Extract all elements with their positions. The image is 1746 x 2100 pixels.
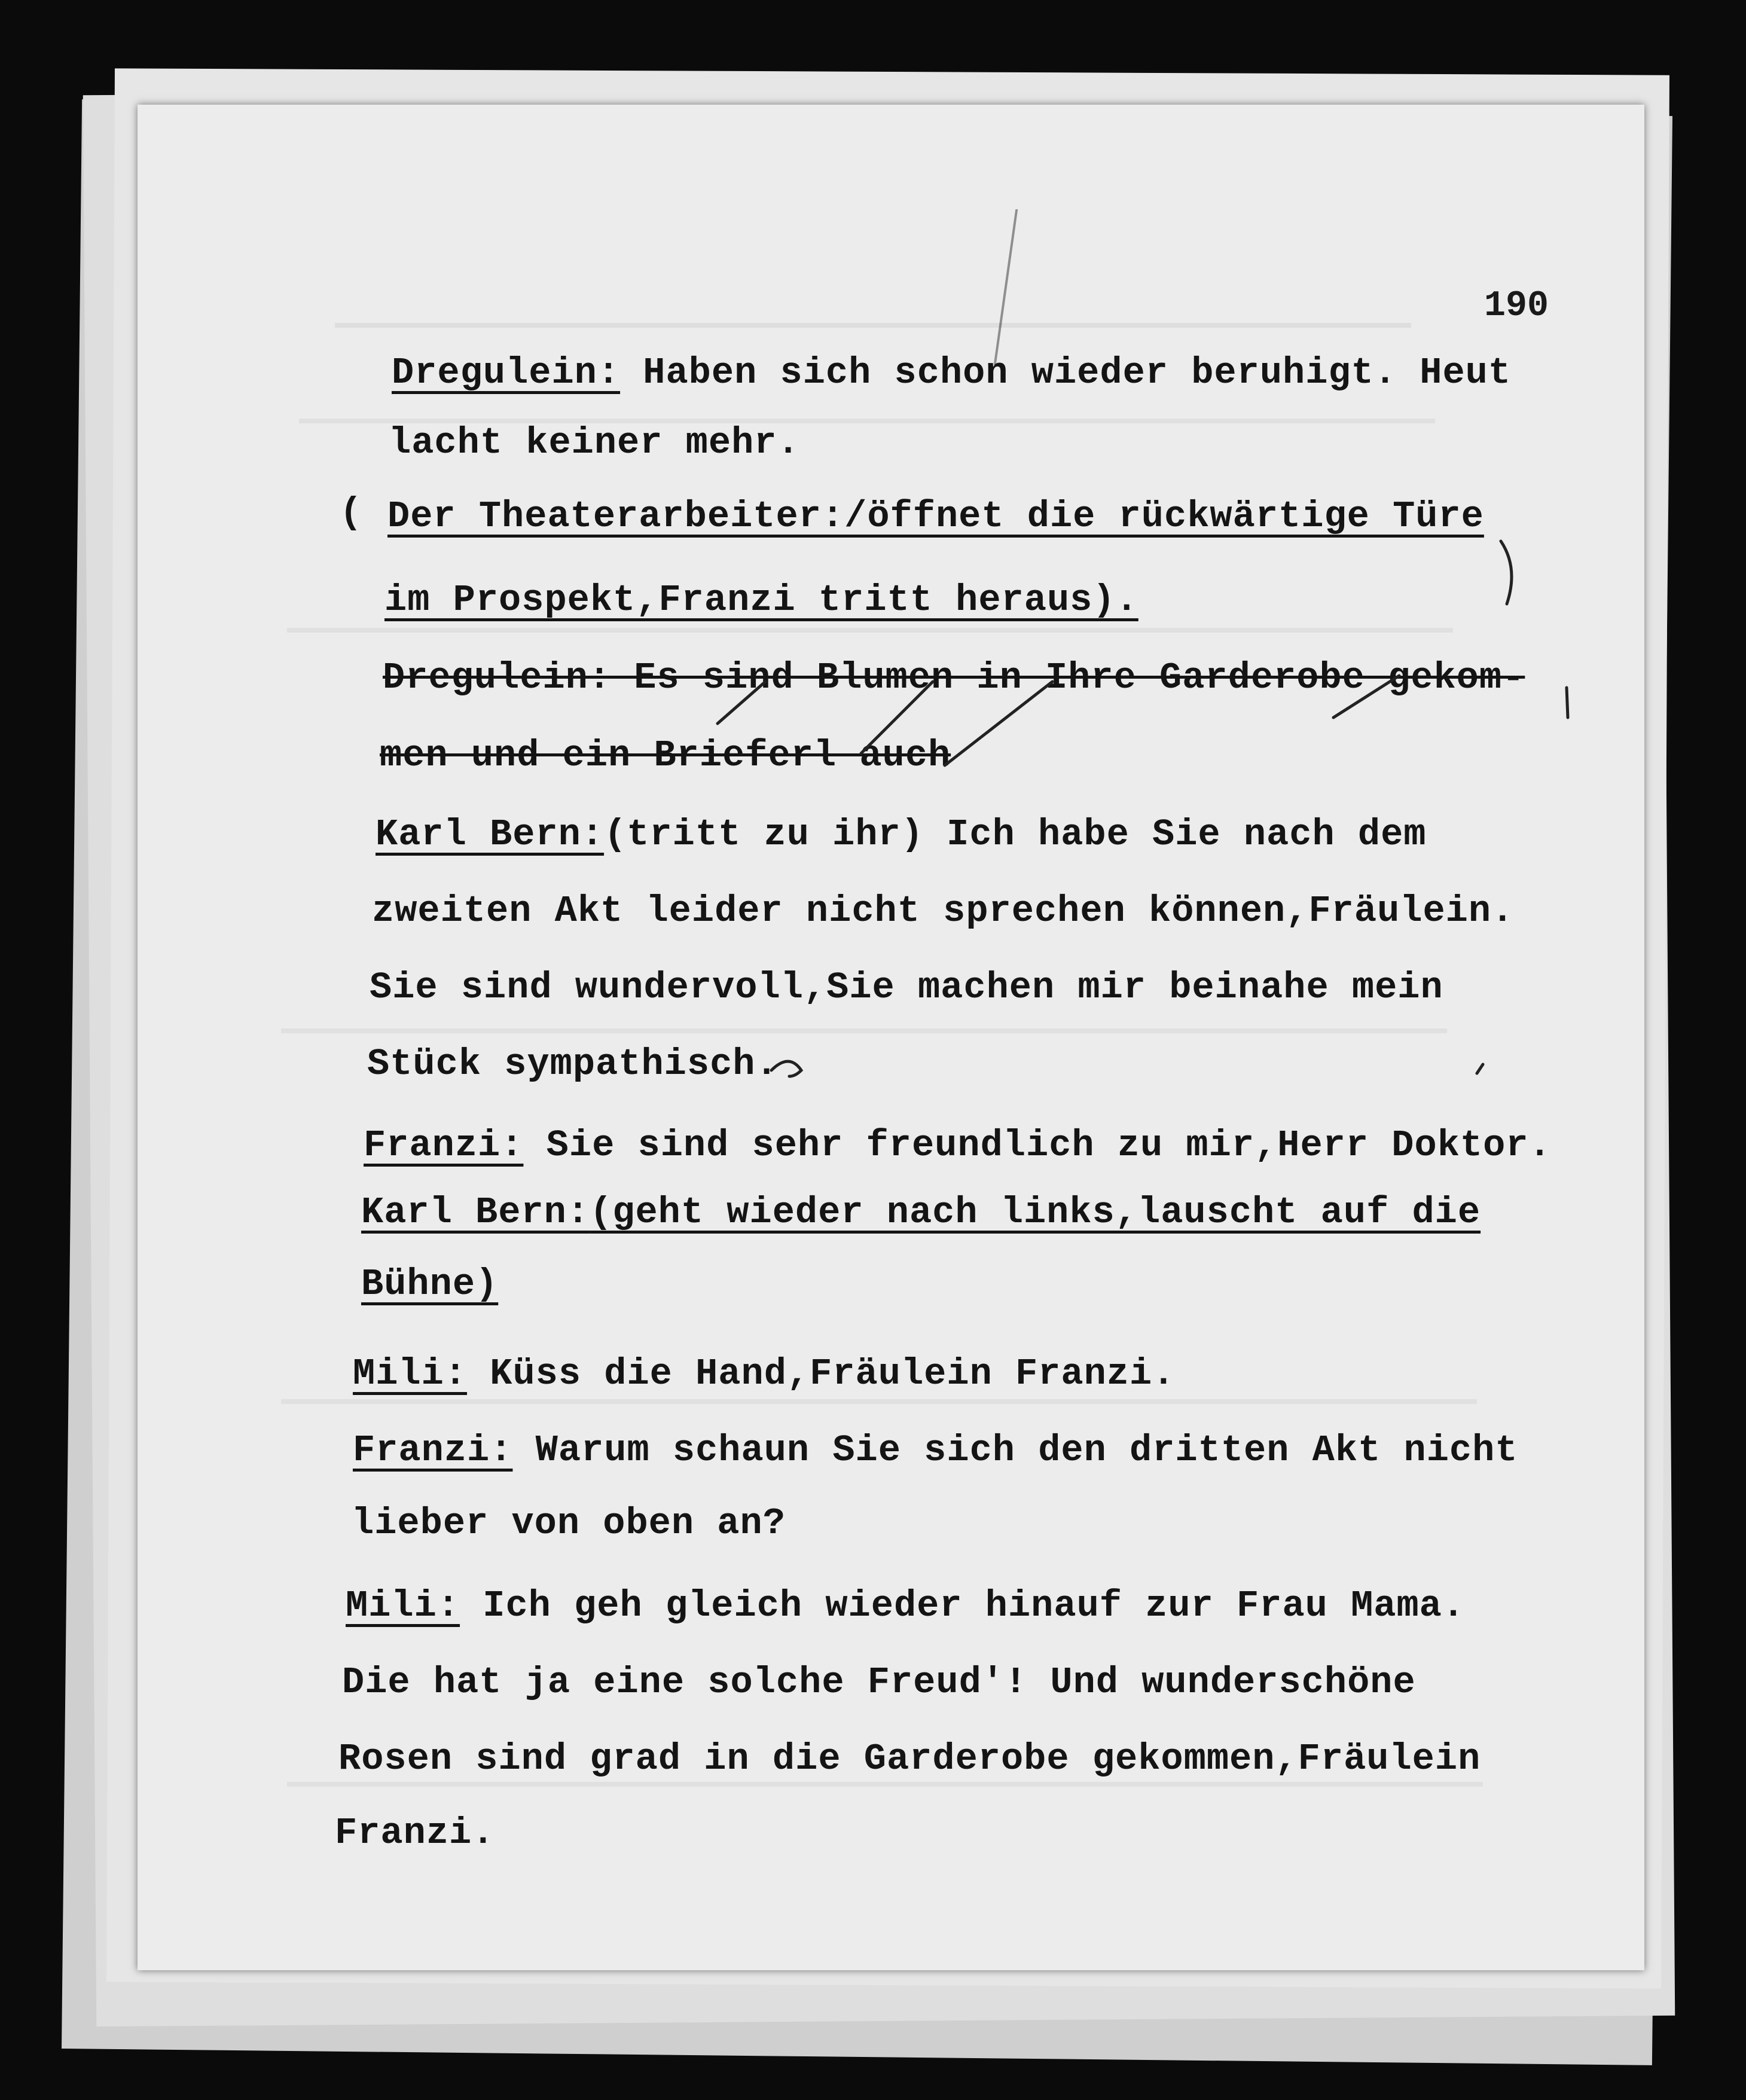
- page-number: 190: [1484, 286, 1549, 326]
- line-text: Küss die Hand,Fräulein Franzi.: [467, 1353, 1176, 1395]
- pencil-tick: [1333, 676, 1399, 718]
- speaker-label: Karl Bern:: [376, 813, 605, 856]
- line-text: Warum schaun Sie sich den dritten Akt nicht: [512, 1429, 1518, 1472]
- line-text: zweiten Akt leider nicht sprechen können,Fräulein.: [372, 890, 1515, 932]
- speaker-label: Mili:: [353, 1353, 468, 1395]
- line-text: Rosen sind grad in die Garderobe gekommen,Fräulein: [338, 1738, 1481, 1780]
- speaker-label: Mili:: [346, 1585, 460, 1627]
- line-text: Der Theaterarbeiter:/öffnet die rückwärtige Türe: [387, 495, 1484, 538]
- pencil-tick: [861, 682, 933, 753]
- pencil-tick: [945, 682, 1052, 765]
- line-text: lacht keiner mehr.: [389, 422, 800, 464]
- pencil-loop: [771, 1061, 801, 1076]
- speaker-label: Dregulein:: [392, 352, 621, 394]
- pencil-bracket: [1501, 541, 1512, 604]
- line-text: Stück sympathisch.: [367, 1043, 779, 1085]
- line-text: im Prospekt,Franzi tritt heraus).: [384, 579, 1138, 621]
- line-text: lieber von oben an?: [352, 1502, 786, 1545]
- line-text: Ich geh gleich wieder hinauf zur Frau Mama.: [460, 1585, 1466, 1627]
- line-text: Sie sind wundervoll,Sie machen mir beinahe mein: [370, 966, 1443, 1009]
- speaker-label: Franzi:: [353, 1429, 513, 1472]
- speaker-label: Karl Bern:: [361, 1191, 590, 1234]
- pencil-tick: [1567, 688, 1568, 718]
- line-text: Die hat ja eine solche Freud'! Und wunderschöne: [342, 1661, 1416, 1704]
- line-text: Haben sich schon wieder beruhigt. Heut: [620, 352, 1512, 394]
- open-parenthesis: (: [340, 492, 362, 534]
- pencil-tick: [718, 682, 765, 724]
- line-text: Dregulein: Es sind Blumen in Ihre Garderobe gekom-: [383, 657, 1525, 699]
- line-text: (geht wieder nach links,lauscht auf die: [590, 1191, 1481, 1234]
- line-text: (tritt zu ihr) Ich habe Sie nach dem: [604, 813, 1427, 856]
- line-text: Sie sind sehr freundlich zu mir,Herr Doktor.: [523, 1124, 1552, 1167]
- line-text: Franzi.: [335, 1812, 495, 1854]
- speaker-label: Franzi:: [364, 1124, 524, 1167]
- pencil-tick: [1477, 1064, 1483, 1073]
- line-text: men und ein Brieferl auch: [380, 734, 951, 777]
- line-text: Bühne): [361, 1263, 499, 1305]
